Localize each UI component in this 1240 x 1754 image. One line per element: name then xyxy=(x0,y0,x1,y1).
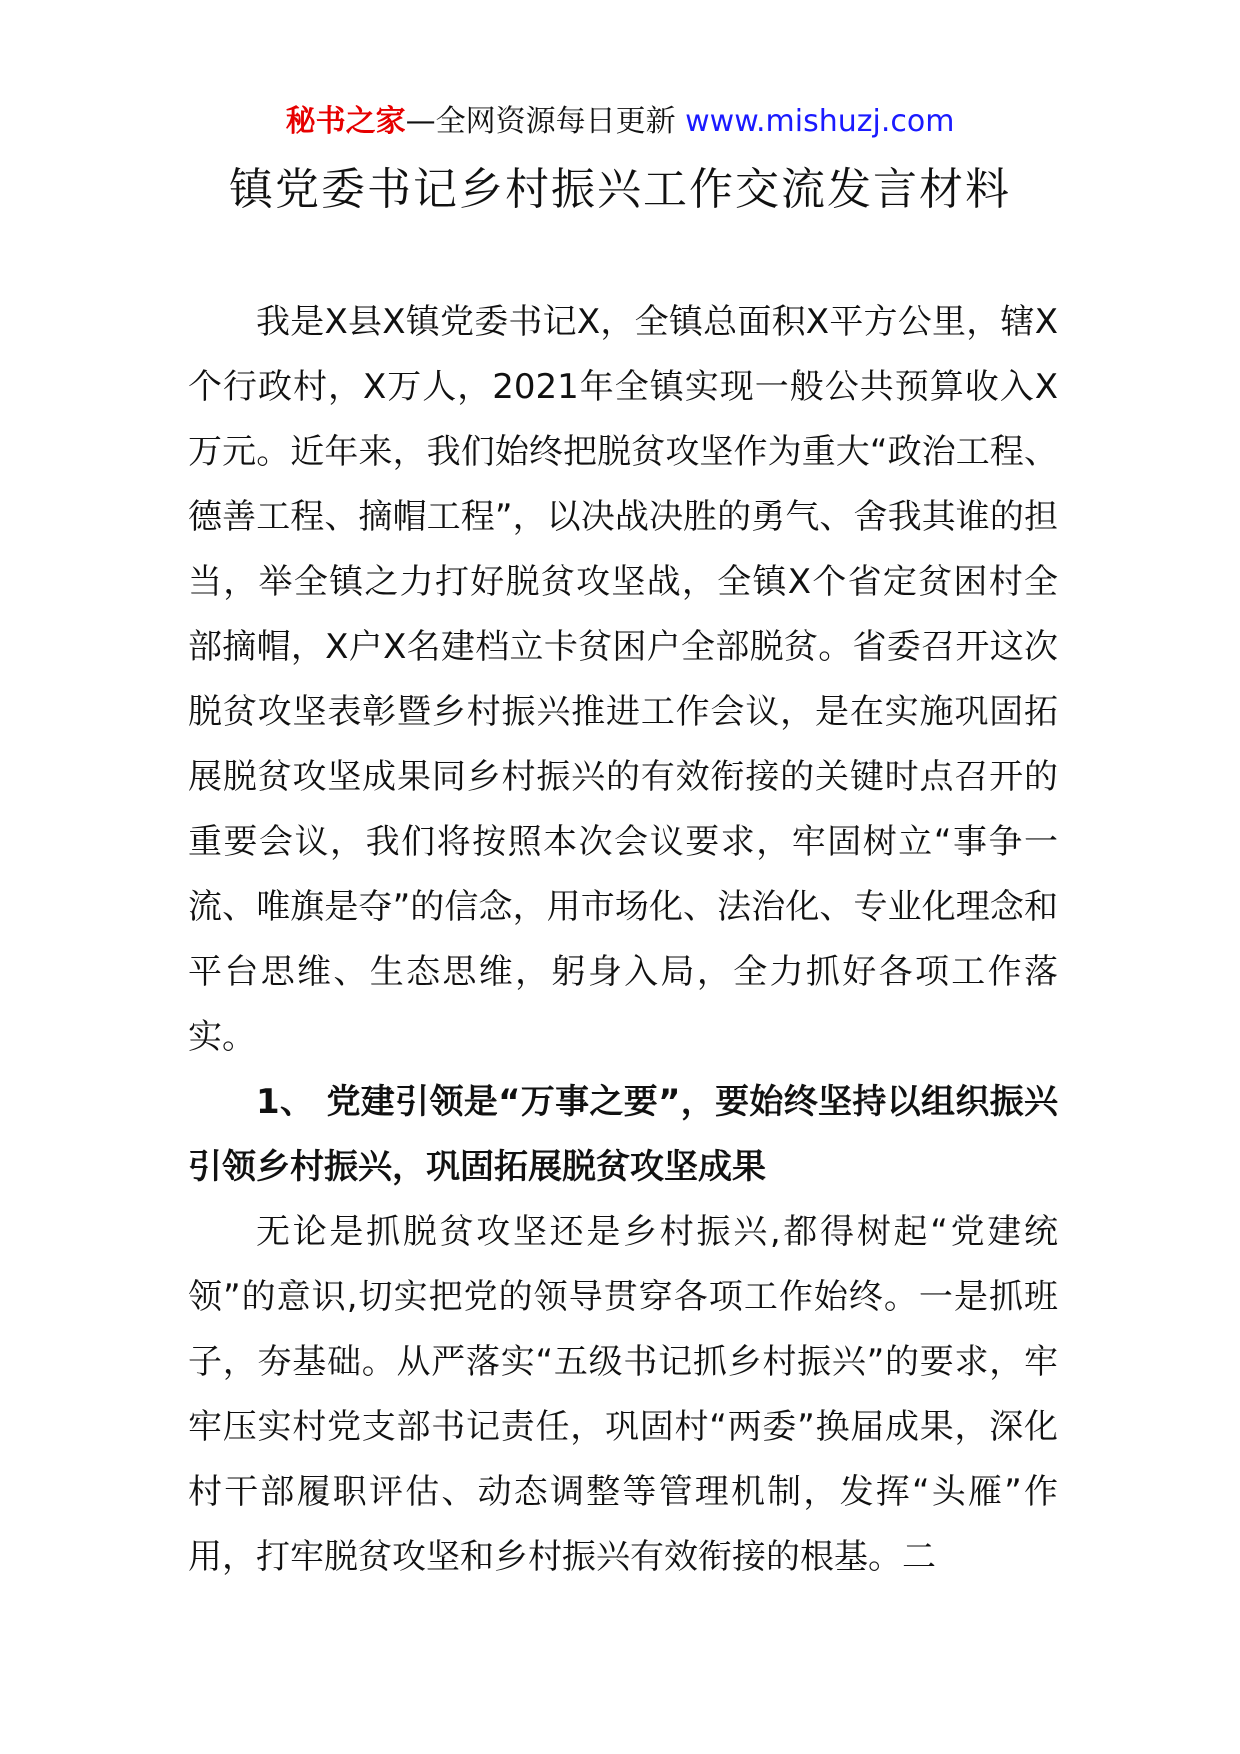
paragraph-section-1: 无论是抓脱贫攻坚还是乡村振兴,都得树起“党建统领”的意识,切实把党的领导贯穿各项工作始终。一是抓班子，夯基础。从严落实“五级书记抓乡村振兴”的要求，牢牢压实村党支部书记责任，巩固村“两委”换届成果，深化村干部履职评估、动态调整等管理机制，发挥“头雁”作用，打牢脱贫攻坚和乡村振兴有效衔接的根基。二 xyxy=(188,1212,1058,1577)
watermark-url[interactable]: www.mishuzj.com xyxy=(685,104,955,139)
section-heading-1: 1、 党建引领是“万事之要”，要始终坚持以组织振兴引领乡村振兴，巩固拓展脱贫攻坚成果 xyxy=(188,1082,1058,1187)
watermark-tagline: —全网资源每日更新 xyxy=(405,104,676,139)
paragraph-intro: 我是X县X镇党委书记X，全镇总面积X平方公里，辖X个行政村，X万人，2021年全镇实现一般公共预算收入X万元。近年来，我们始终把脱贫攻坚作为重大“政治工程、德善工程、摘帽工程”，以决战决胜的勇气、舍我其谁的担当，举全镇之力打好脱贫攻坚战，全镇X个省定贫困村全部摘帽，X户X名建档立卡贫困户全部脱贫。省委召开这次脱贫攻坚表彰暨乡村振兴推进工作会议，是在实施巩固拓展脱贫攻坚成果同乡村振兴的有效衔接的关键时点召开的重要会议，我们将按照本次会议要求，牢固树立“事争一流、唯旗是夺”的信念，用市场化、法治化、专业化理念和平台思维、生态思维，躬身入局，全力抓好各项工作落实。 xyxy=(188,302,1058,1057)
watermark-banner xyxy=(0,102,1240,142)
watermark-brand: 秘书之家 xyxy=(285,104,406,139)
document-title: 镇党委书记乡村振兴工作交流发言材料 xyxy=(229,164,1011,215)
document-body xyxy=(188,290,1058,1590)
